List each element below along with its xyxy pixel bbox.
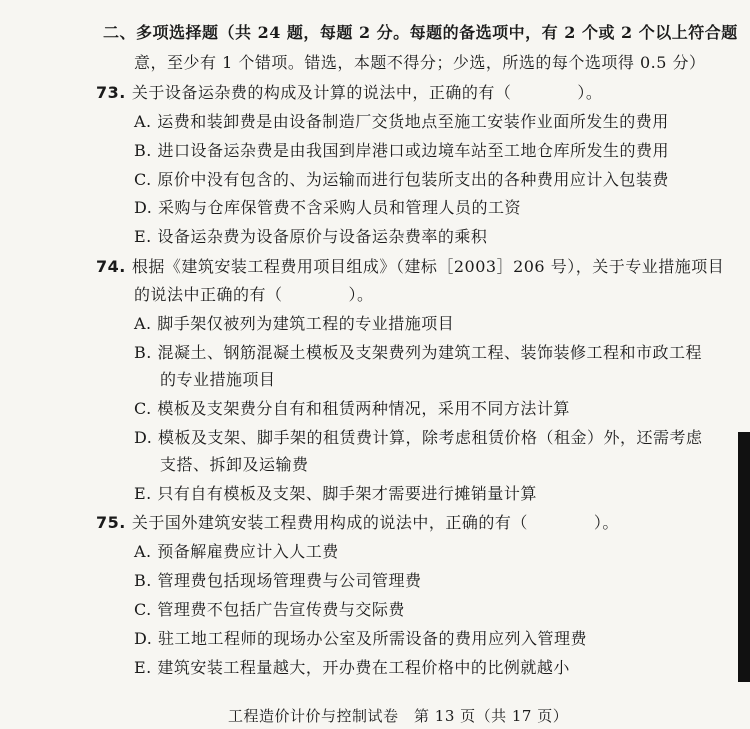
question-75-option-d <box>134 629 587 649</box>
question-75-option-a <box>134 542 339 562</box>
scan-edge-shadow <box>738 432 750 682</box>
question-74-option-e <box>134 484 537 504</box>
option-text: 采购与仓库保管费不含采购人员和管理人员的工资 <box>157 198 521 217</box>
option-text: 进口设备运杂费是由我国到岸港口或边境车站至工地仓库所发生的费用 <box>157 141 669 160</box>
section-heading-line-1: 二、多项选择题（共 24 题，每题 2 分。每题的备选项中，有 2 个或 2 个以上符合题 <box>103 23 738 42</box>
option-label: B. <box>134 343 152 362</box>
question-stem-text: 关于国外建筑安装工程费用构成的说法中，正确的有（ ）。 <box>131 513 619 532</box>
question-number: 74. <box>96 257 126 276</box>
option-text: 管理费不包括广告宣传费与交际费 <box>157 600 405 619</box>
option-label: E. <box>134 227 152 246</box>
question-stem-text: 关于设备运杂费的构成及计算的说法中，正确的有（ ）。 <box>131 83 603 102</box>
question-74-option-c <box>134 399 570 419</box>
question-75-option-b <box>134 571 421 591</box>
option-label: C. <box>134 170 152 189</box>
option-text: 预备解雇费应计入人工费 <box>157 542 339 561</box>
question-74-option-b-cont: 的专业措施项目 <box>160 370 276 389</box>
option-text: 建筑安装工程量越大，开办费在工程价格中的比例就越小 <box>157 658 570 677</box>
question-number: 73. <box>96 83 126 102</box>
option-text: 只有自有模板及支架、脚手架才需要进行摊销量计算 <box>157 484 537 503</box>
question-73-option-b <box>134 141 669 161</box>
option-label: E. <box>134 658 152 677</box>
option-text: 混凝土、钢筋混凝土模板及支架费列为建筑工程、装饰装修工程和市政工程 <box>157 343 702 362</box>
page-footer: 工程造价计价与控制试卷 第 13 页（共 17 页） <box>228 707 569 725</box>
option-label: A. <box>134 112 152 131</box>
option-text: 模板及支架、脚手架的租赁费计算，除考虑租赁价格（租金）外，还需考虑 <box>157 428 703 447</box>
question-number: 75. <box>96 513 126 532</box>
option-label: C. <box>134 399 152 418</box>
option-text: 设备运杂费为设备原价与设备运杂费率的乘积 <box>157 227 488 246</box>
question-75-option-e <box>134 658 570 678</box>
question-73-stem <box>96 83 602 103</box>
option-label: E. <box>134 484 152 503</box>
question-73-option-c <box>134 170 669 190</box>
option-text: 脚手架仅被列为建筑工程的专业措施项目 <box>157 314 455 333</box>
question-75-stem <box>96 513 619 533</box>
question-75-option-c <box>134 600 405 620</box>
question-stem-text: 根据《建筑安装工程费用项目组成》（建标［2003］206 号），关于专业措施项目 <box>131 257 725 276</box>
option-label: D. <box>134 198 153 217</box>
option-text: 原价中没有包含的、为运输而进行包装所支出的各种费用应计入包装费 <box>157 170 669 189</box>
question-74-option-b <box>134 343 702 363</box>
question-74-option-d-cont: 支搭、拆卸及运输费 <box>160 455 309 474</box>
option-label: A. <box>134 314 152 333</box>
question-73-option-e <box>134 227 487 247</box>
option-text: 管理费包括现场管理费与公司管理费 <box>157 571 422 590</box>
question-73-option-a <box>134 112 669 132</box>
option-label: C. <box>134 600 152 619</box>
option-label: B. <box>134 141 152 160</box>
option-label: B. <box>134 571 152 590</box>
question-74-option-a <box>134 314 454 334</box>
option-text: 模板及支架费分自有和租赁两种情况，采用不同方法计算 <box>157 399 570 418</box>
option-label: A. <box>134 542 152 561</box>
option-text: 驻工地工程师的现场办公室及所需设备的费用应列入管理费 <box>157 629 587 648</box>
question-74-option-d <box>134 428 702 448</box>
option-label: D. <box>134 428 153 447</box>
question-74-stem-cont: 的说法中正确的有（ ）。 <box>134 285 374 304</box>
question-73-option-d <box>134 198 521 218</box>
option-label: D. <box>134 629 153 648</box>
section-heading-line-2: 意，至少有 1 个错项。错选，本题不得分；少选，所选的每个选项得 0.5 分） <box>134 53 706 72</box>
option-text: 运费和装卸费是由设备制造厂交货地点至施工安装作业面所发生的费用 <box>157 112 669 131</box>
question-74-stem <box>96 257 724 277</box>
